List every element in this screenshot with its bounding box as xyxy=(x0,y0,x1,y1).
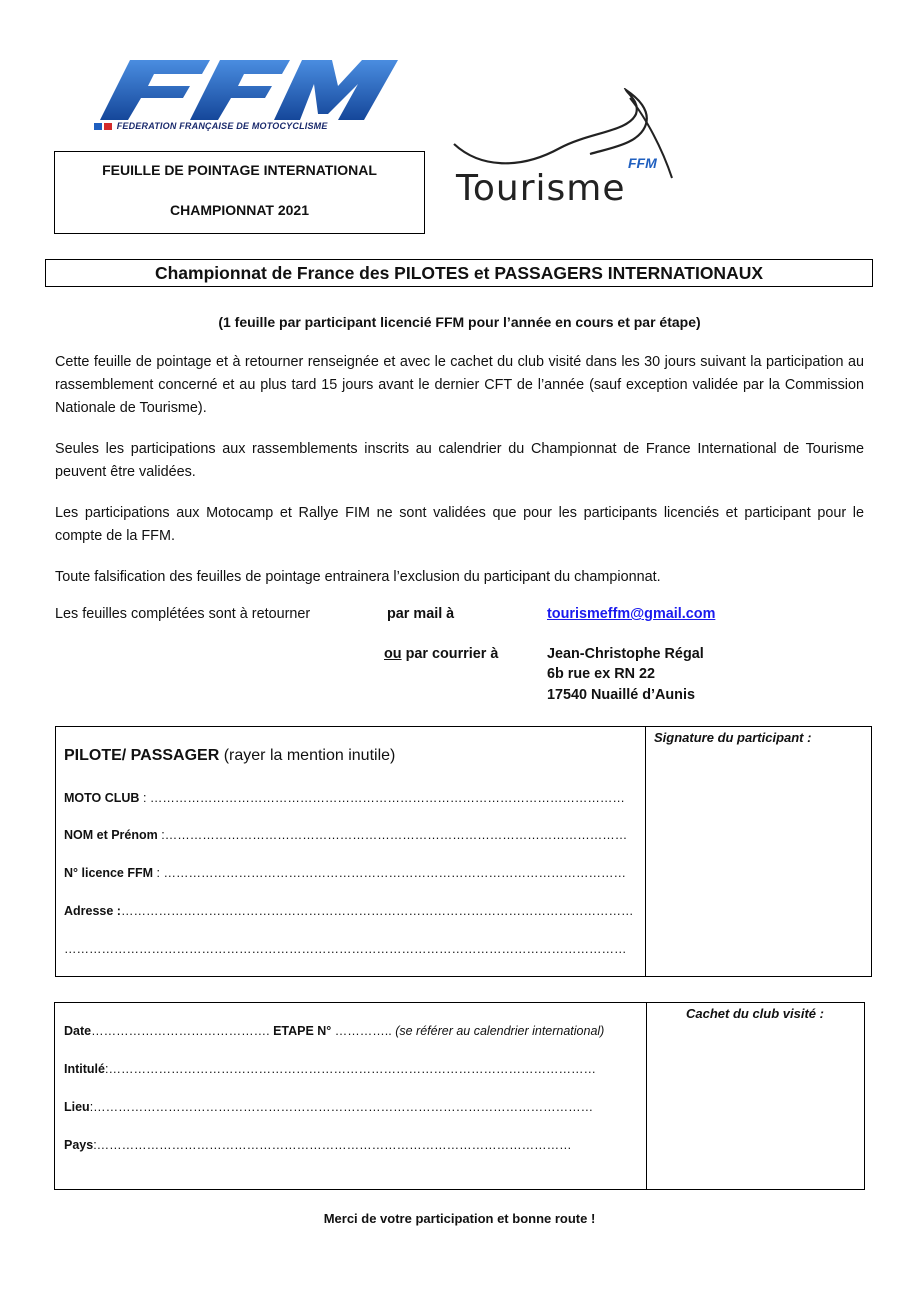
address-city: 17540 Nuaillé d’Aunis xyxy=(547,687,695,703)
paragraph-falsification: Toute falsification des feuilles de pointage entrainera l’exclusion du participant du championnat. xyxy=(55,569,661,585)
by-post-label: ou par courrier à xyxy=(384,646,499,662)
sheet-title: FEUILLE DE POINTAGE INTERNATIONAL xyxy=(102,162,377,178)
championship-title: Championnat de France des PILOTES et PASSAGERS INTERNATIONAUX xyxy=(45,259,873,287)
address-field[interactable]: Adresse :…………………………………………………………………………………………………………… xyxy=(64,904,634,918)
paragraph-validation: Seules les participations aux rassemblements inscrits au calendrier du Championnat de France International de Tourisme peuvent être validées. xyxy=(55,441,864,480)
stage-form xyxy=(54,1002,865,1190)
address-street: 6b rue ex RN 22 xyxy=(547,666,655,682)
place-field[interactable]: Lieu:………………………………………………………………………………………………………… xyxy=(64,1100,594,1114)
club-stamp-label: Cachet du club visité : xyxy=(686,1006,824,1021)
email-link[interactable]: tourismeffm@gmail.com xyxy=(547,606,716,622)
country-field[interactable]: Pays:…………………………………………………………………………………………………… xyxy=(64,1138,572,1152)
by-mail-label: par mail à xyxy=(387,606,455,622)
ffm-subtitle: FEDERATION FRANÇAISE DE MOTOCYCLISME xyxy=(94,121,328,131)
address-extra-line[interactable]: ……………………………………………………………………………………………………………………… xyxy=(64,942,627,956)
tourisme-logo xyxy=(450,88,690,206)
sending-intro: Les feuilles complétées sont à retourner xyxy=(55,606,311,622)
usage-note: (1 feuille par participant licencié FFM pour l’année en cours et par étape) xyxy=(218,314,701,330)
tourisme-wordmark: Tourisme xyxy=(456,168,626,206)
signature-label: Signature du participant : xyxy=(654,730,812,745)
moto-club-field[interactable]: MOTO CLUB : …………………………………………………………………………………………………… xyxy=(64,791,625,805)
form-divider xyxy=(646,1003,647,1189)
sheet-header-box xyxy=(54,151,425,234)
date-etape-field[interactable]: Date……………………………………. ETAPE N° ………….. (se référer au calendrier international) xyxy=(64,1024,605,1038)
tourisme-badge: FFM xyxy=(628,155,657,171)
flag-red-icon xyxy=(104,123,112,130)
paragraph-motocamp: Les participations aux Motocamp et Rallye FIM ne sont validées que pour les participants licenciés et participant pour le compte de la FFM. xyxy=(55,505,864,544)
paragraph-return-deadline: Cette feuille de pointage et à retourner renseignée et avec le cachet du club visité dans les 30 jours suivant la participation au rassemblement concerné et au plus tard 15 jours avant le dernier CFT de l’année (sauf exception validée par la Commission Nationale de Tourisme). xyxy=(55,354,864,416)
flag-blue-icon xyxy=(94,123,102,130)
license-field[interactable]: N° licence FFM : ………………………………………………………………………………………………… xyxy=(64,866,626,880)
name-field[interactable]: NOM et Prénom :………………………………………………………………………………………………… xyxy=(64,828,628,842)
participant-form xyxy=(55,726,872,977)
address-name: Jean-Christophe Régal xyxy=(547,646,704,662)
closing-message: Merci de votre participation et bonne route ! xyxy=(323,1211,596,1226)
form-divider xyxy=(645,727,646,976)
participant-type-heading: PILOTE/ PASSAGER (rayer la mention inutile) xyxy=(64,747,396,764)
championship-year: CHAMPIONNAT 2021 xyxy=(170,202,309,218)
title-field[interactable]: Intitulé:……………………………………………………………………………………………………… xyxy=(64,1062,596,1076)
